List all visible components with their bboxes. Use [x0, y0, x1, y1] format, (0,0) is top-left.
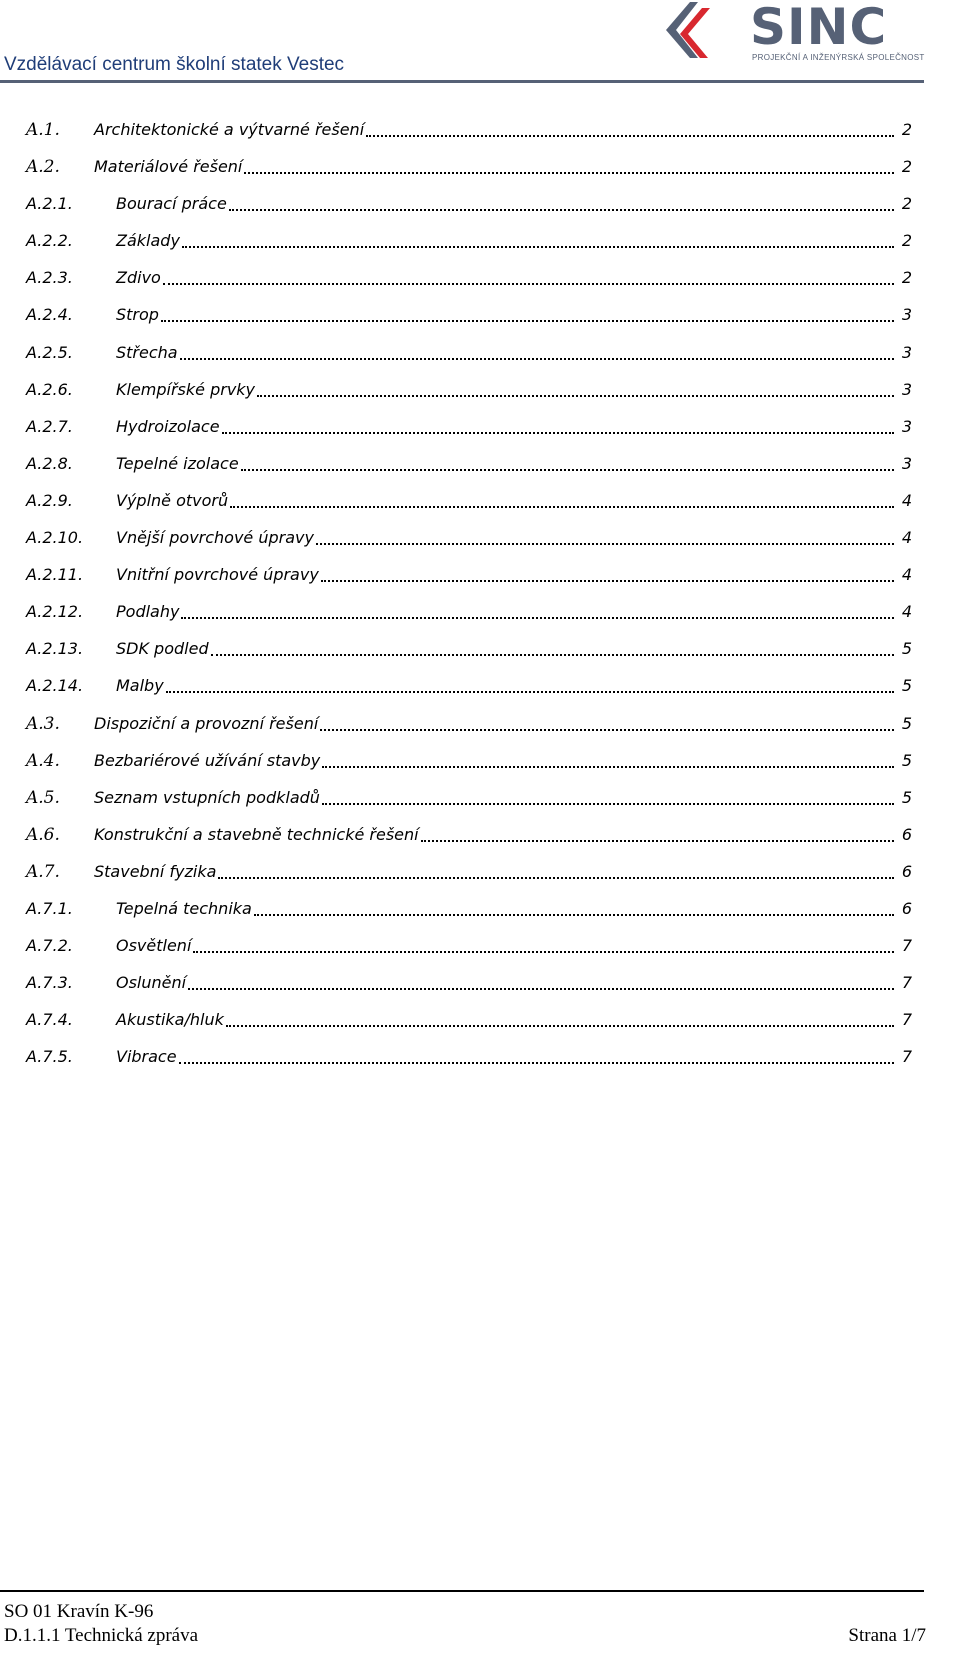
toc-entry-page: 3 [901, 416, 912, 436]
toc-entry-label: SDK podled [116, 639, 209, 659]
toc-entry[interactable] [0, 452, 960, 489]
toc-entry-label: Strop [116, 305, 159, 325]
toc-entry-page: 2 [901, 231, 912, 251]
toc-entry-label: Seznam vstupních podkladů [94, 787, 320, 807]
toc-entry-number: A.2.5. [26, 342, 73, 362]
toc-entry[interactable] [0, 1008, 960, 1045]
toc-entry-leader-dots [320, 729, 894, 731]
toc-entry-label: Dispoziční a provozní řešení [94, 713, 319, 733]
toc-entry-leader-dots [421, 840, 894, 842]
toc-entry-label: Bezbariérové užívání stavby [94, 750, 321, 770]
logo-wordmark: SINC [750, 0, 888, 56]
toc-entry-leader-dots [226, 1025, 894, 1027]
toc-entry-number: A.2.6. [26, 379, 73, 399]
toc-entry[interactable] [0, 192, 960, 229]
toc-entry-leader-dots [244, 172, 894, 174]
toc-entry-number: A.2.8. [26, 453, 73, 473]
toc-entry-page: 6 [901, 861, 912, 881]
toc-entry-page: 4 [901, 565, 912, 585]
toc-entry[interactable] [0, 563, 960, 600]
toc-entry-leader-dots [166, 691, 894, 693]
toc-entry-page: 5 [901, 787, 912, 807]
toc-entry-leader-dots [188, 988, 894, 990]
toc-entry-page: 4 [901, 490, 912, 510]
toc-entry-label: Podlahy [116, 602, 180, 622]
footer-divider [0, 1590, 924, 1592]
toc-entry[interactable] [0, 786, 960, 823]
toc-entry-leader-dots [180, 358, 894, 360]
toc-entry-label: Zdivo [116, 268, 161, 288]
toc-entry-leader-dots [163, 283, 894, 285]
toc-entry-number: A.2.7. [26, 416, 73, 436]
toc-entry-label: Vnitřní povrchové úpravy [116, 565, 319, 585]
toc-entry[interactable] [0, 600, 960, 637]
toc-entry-number: A.7.1. [26, 898, 73, 918]
toc-entry-number: A.7. [26, 861, 60, 882]
toc-entry-number: A.2.14. [26, 676, 84, 696]
toc-entry-leader-dots [193, 951, 894, 953]
toc-entry-label: Základy [116, 231, 180, 251]
table-of-contents [0, 118, 960, 1082]
toc-entry[interactable] [0, 712, 960, 749]
toc-entry-leader-dots [230, 506, 894, 508]
toc-entry[interactable] [0, 674, 960, 711]
toc-entry-label: Bourací práce [116, 194, 227, 214]
toc-entry[interactable] [0, 229, 960, 266]
toc-entry-page: 3 [901, 342, 912, 362]
toc-entry[interactable] [0, 415, 960, 452]
toc-entry-number: A.2.1. [26, 194, 73, 214]
toc-entry-page: 3 [901, 305, 912, 325]
toc-entry-label: Klempířské prvky [116, 379, 256, 399]
footer-project-name: SO 01 Kravín K-96 [4, 1601, 154, 1622]
header-divider [0, 80, 924, 83]
toc-entry-leader-dots [161, 320, 894, 322]
toc-entry-number: A.2.2. [26, 231, 73, 251]
toc-entry-leader-dots [257, 395, 894, 397]
toc-entry-page: 2 [901, 194, 912, 214]
toc-entry-page: 2 [901, 157, 912, 177]
toc-entry-label: Akustika/hluk [116, 1010, 224, 1030]
toc-entry-page: 4 [901, 602, 912, 622]
toc-entry-number: A.2.12. [26, 602, 84, 622]
toc-entry-page: 4 [901, 528, 912, 548]
toc-entry-label: Výplně otvorů [116, 490, 229, 510]
toc-entry-label: Vnější povrchové úpravy [116, 528, 314, 548]
toc-entry-number: A.6. [26, 824, 60, 845]
toc-entry[interactable] [0, 637, 960, 674]
toc-entry-number: A.1. [26, 120, 60, 140]
toc-entry-leader-dots [182, 246, 894, 248]
toc-entry-leader-dots [321, 580, 894, 582]
toc-entry-label: Malby [116, 676, 164, 696]
toc-entry-number: A.2. [26, 157, 60, 178]
toc-entry[interactable] [0, 378, 960, 415]
toc-entry-page: 2 [901, 120, 912, 139]
document-header-title: Vzdělávací centrum školní statek Vestec [4, 54, 345, 75]
toc-entry-number: A.2.10. [26, 528, 84, 548]
toc-entry-page: 3 [901, 379, 912, 399]
toc-entry-leader-dots [322, 766, 894, 768]
toc-entry-label: Střecha [116, 342, 178, 362]
toc-entry-leader-dots [179, 1062, 894, 1064]
toc-entry-page: 2 [901, 268, 912, 288]
toc-entry-label: Oslunění [116, 973, 187, 993]
footer-page-number: Strana 1/7 [848, 1625, 926, 1646]
toc-entry-page: 7 [901, 936, 912, 956]
toc-entry-label: Vibrace [116, 1047, 177, 1067]
toc-entry[interactable] [0, 303, 960, 340]
toc-entry-page: 6 [901, 898, 912, 918]
toc-entry-page: 5 [901, 639, 912, 659]
toc-entry-leader-dots [222, 432, 894, 434]
toc-entry-label: Tepelná technika [116, 898, 252, 918]
toc-entry-page: 5 [901, 750, 912, 770]
toc-entry-page: 7 [901, 1010, 912, 1030]
toc-entry-number: A.2.3. [26, 268, 73, 288]
toc-entry-label: Hydroizolace [116, 416, 220, 436]
toc-entry-leader-dots [211, 654, 894, 656]
toc-entry-number: A.2.4. [26, 305, 73, 325]
toc-entry[interactable] [0, 489, 960, 526]
toc-entry-label: Materiálové řešení [94, 157, 243, 177]
toc-entry-page: 3 [901, 453, 912, 473]
toc-entry-page: 7 [901, 1047, 912, 1067]
toc-entry-number: A.7.5. [26, 1047, 73, 1067]
toc-entry-number: A.5. [26, 787, 60, 808]
toc-entry-number: A.7.3. [26, 973, 73, 993]
toc-entry-label: Architektonické a výtvarné řešení [94, 120, 365, 139]
toc-entry-page: 7 [901, 973, 912, 993]
sinc-logo [684, 0, 924, 70]
toc-entry-number: A.7.4. [26, 1010, 73, 1030]
toc-entry-leader-dots [254, 914, 894, 916]
toc-entry-label: Konstrukční a stavebně technické řešení [94, 824, 419, 844]
toc-entry-number: A.7.2. [26, 936, 73, 956]
toc-entry[interactable] [0, 155, 960, 192]
toc-entry-page: 5 [901, 676, 912, 696]
toc-entry[interactable] [0, 971, 960, 1008]
toc-entry[interactable] [0, 860, 960, 897]
toc-entry[interactable] [0, 823, 960, 860]
toc-entry[interactable] [0, 341, 960, 378]
toc-entry-page: 5 [901, 713, 912, 733]
toc-entry-number: A.3. [26, 713, 60, 734]
toc-entry-label: Tepelné izolace [116, 453, 239, 473]
toc-entry-leader-dots [322, 803, 894, 805]
toc-entry[interactable] [0, 1045, 960, 1082]
logo-subtitle: PROJEKČNÍ A INŽENÝRSKÁ SPOLEČNOST [752, 53, 925, 62]
toc-entry-leader-dots [181, 617, 894, 619]
toc-entry-leader-dots [241, 469, 894, 471]
toc-entry-leader-dots [366, 135, 894, 137]
toc-entry-number: A.2.13. [26, 639, 84, 659]
toc-entry-page: 6 [901, 824, 912, 844]
toc-entry-leader-dots [218, 877, 894, 879]
toc-entry-label: Stavební fyzika [94, 861, 217, 881]
toc-entry[interactable] [0, 934, 960, 971]
toc-entry-leader-dots [316, 543, 894, 545]
sinc-logo-mark-icon [660, 0, 726, 64]
toc-entry-number: A.4. [26, 750, 60, 771]
toc-entry-number: A.2.11. [26, 565, 84, 585]
toc-entry[interactable] [0, 526, 960, 563]
toc-entry-leader-dots [229, 209, 894, 211]
toc-entry-label: Osvětlení [116, 936, 192, 956]
toc-entry[interactable] [0, 118, 960, 155]
toc-entry[interactable] [0, 897, 960, 934]
toc-entry[interactable] [0, 266, 960, 303]
footer-document-name: D.1.1.1 Technická zpráva [4, 1625, 199, 1646]
toc-entry-number: A.2.9. [26, 490, 73, 510]
toc-entry[interactable] [0, 749, 960, 786]
